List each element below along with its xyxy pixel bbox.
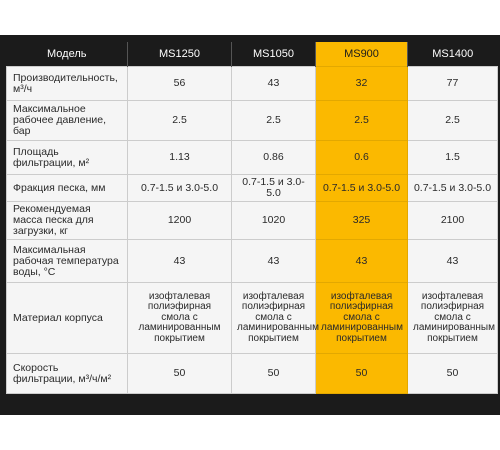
table-row [7,141,498,175]
cell-ms1050: 50 [232,354,316,394]
cell-ms900: 0.6 [316,141,408,175]
table-row [7,101,498,141]
cell-ms1050: 43 [232,240,316,283]
cell-ms1250: изофталевая полиэфирная смола с ламинированным покрытием [128,283,232,354]
cell-ms900: 50 [316,354,408,394]
cell-ms1050: изофталевая полиэфирная смола с ламинированным покрытием [232,283,316,354]
cell-ms1050: 0.7-1.5 и 3.0-5.0 [232,175,316,202]
row-label: Рекомендуемая масса песка для загрузки, кг [7,202,128,240]
table-row [7,67,498,101]
cell-ms1050: 2.5 [232,101,316,141]
row-label: Максимальная рабочая температура воды, °С [7,240,128,283]
cell-ms1250: 56 [128,67,232,101]
cell-ms1400: 50 [408,354,498,394]
cell-ms1400: 0.7-1.5 и 3.0-5.0 [408,175,498,202]
spec-table [6,42,498,394]
row-label: Максимальное рабочее давление, бар [7,101,128,141]
row-label: Материал корпуса [7,283,128,354]
cell-ms1400: 1.5 [408,141,498,175]
cell-ms1050: 43 [232,67,316,101]
cell-ms1250: 1200 [128,202,232,240]
cell-ms900: изофталевая полиэфирная смола с ламинированным покрытием [316,283,408,354]
cell-ms1250: 2.5 [128,101,232,141]
cell-ms1250: 43 [128,240,232,283]
cell-ms1050: 0.86 [232,141,316,175]
cell-ms1400: 43 [408,240,498,283]
table-row [7,354,498,394]
row-label: Скорость фильтрации, м³/ч/м² [7,354,128,394]
cell-ms1250: 0.7-1.5 и 3.0-5.0 [128,175,232,202]
cell-ms1050: 1020 [232,202,316,240]
table-row [7,283,498,354]
header-row [7,42,498,67]
cell-ms900: 32 [316,67,408,101]
header-ms900: MS900 [316,42,408,67]
header-ms1250: MS1250 [128,42,232,67]
header-model: Модель [7,42,128,67]
table-row [7,240,498,283]
header-ms1400: MS1400 [408,42,498,67]
cell-ms1250: 1.13 [128,141,232,175]
cell-ms1400: 2.5 [408,101,498,141]
cell-ms1400: 2100 [408,202,498,240]
cell-ms1400: 77 [408,67,498,101]
cell-ms900: 325 [316,202,408,240]
cell-ms900: 0.7-1.5 и 3.0-5.0 [316,175,408,202]
header-ms1050: MS1050 [232,42,316,67]
table-row [7,202,498,240]
cell-ms900: 43 [316,240,408,283]
row-label: Производительность, м³/ч [7,67,128,101]
row-label: Фракция песка, мм [7,175,128,202]
cell-ms900: 2.5 [316,101,408,141]
cell-ms1250: 50 [128,354,232,394]
cell-ms1400: изофталевая полиэфирная смола с ламинированным покрытием [408,283,498,354]
row-label: Площадь фильтрации, м² [7,141,128,175]
table-row [7,175,498,202]
